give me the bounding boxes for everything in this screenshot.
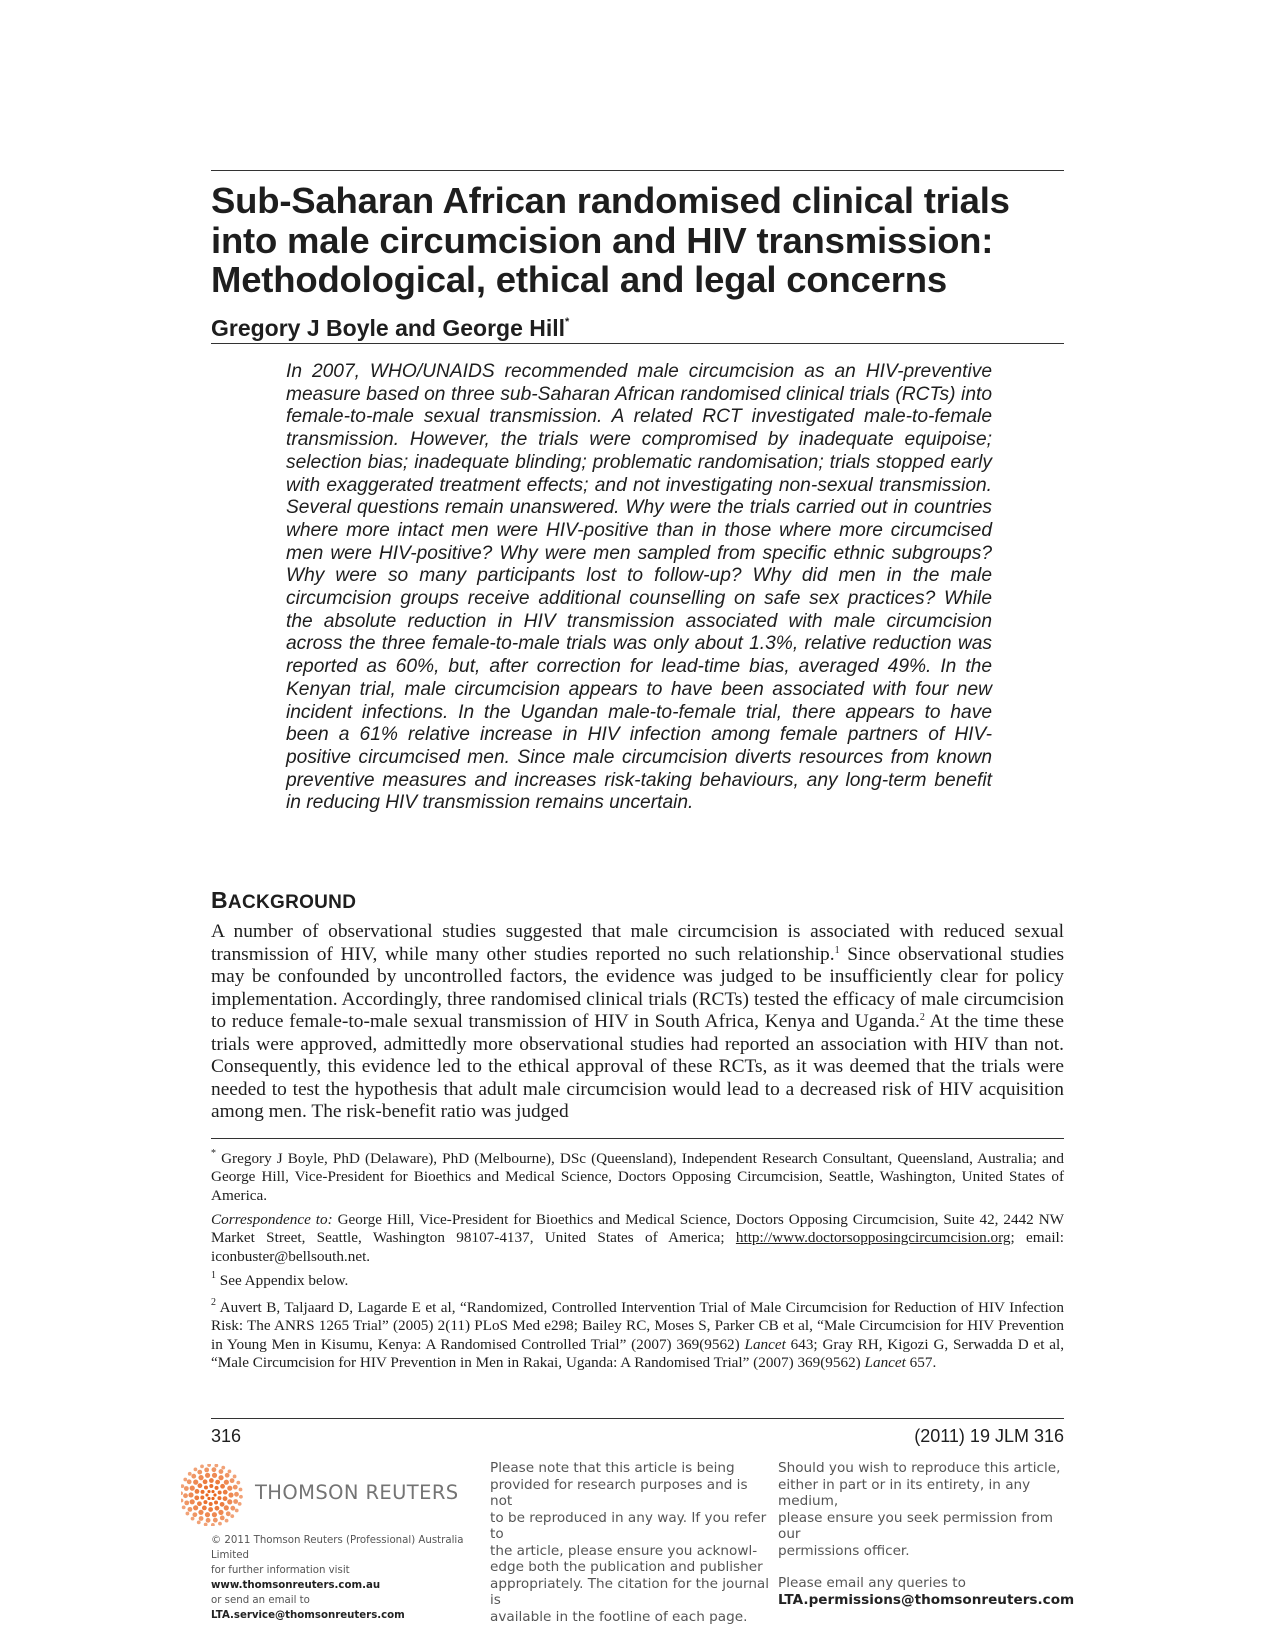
- footnote-1: [211, 1272, 1064, 1290]
- footnote-text: See Appendix below.: [216, 1272, 349, 1289]
- section-heading-background: [211, 889, 356, 914]
- footnote-text: George Hill, Vice-President for Bioethics and Medical Science, Doctors Opposing Circumcision, Suite 42, 2442 NW Market Street, Seattle, Washington 98107-4137, United States of America;: [211, 1211, 1064, 1247]
- paragraph-text: A number of observational studies suggested that male circumcision is associated with reduced sexual transmission of HIV, while many other studies reported no such relationship.: [211, 921, 1064, 965]
- page-footer-rule: [211, 1418, 1064, 1419]
- page-number: 316: [211, 1426, 242, 1446]
- copyright-line: © 2011 Thomson Reuters (Professional) Australia Limited: [211, 1535, 464, 1561]
- publisher-service-email-link[interactable]: LTA.service@thomsonreuters.com: [211, 1610, 405, 1621]
- background-paragraph: [211, 921, 1064, 1124]
- permission-line: permissions officer.: [778, 1542, 910, 1559]
- notice-line: provided for research purposes and is not: [490, 1476, 748, 1509]
- publisher-copyright: [211, 1533, 471, 1623]
- permissions-notice: [778, 1460, 1078, 1608]
- journal-name: Lancet: [864, 1353, 906, 1371]
- correspondence-label: Correspondence to:: [211, 1211, 333, 1228]
- notice-line: the article, please ensure you acknowl-: [490, 1542, 758, 1559]
- permissions-email-link[interactable]: LTA.permissions@thomsonreuters.com: [778, 1591, 1075, 1608]
- journal-citation: (2011) 19 JLM 316: [914, 1426, 1064, 1446]
- title-line: Methodological, ethical and legal concerns: [211, 259, 947, 300]
- notice-line: available in the footline of each page.: [490, 1608, 748, 1625]
- notice-line: to be reproduced in any way. If you refer to: [490, 1509, 767, 1542]
- permission-line: either in part or in its entirety, in any medium,: [778, 1476, 1031, 1509]
- footnote-text: Auvert B, Taljaard D, Lagarde E et al, “Randomized, Controlled Intervention Trial of Male Circumcision for Reduction of HIV Infection Risk: The ANRS 1265 Trial” (2005) 2(11) PLoS Med e298; Bailey RC, Moses S, Parker CB et al, “Male Circumcision for HIV Prevention in Young Men in Kisumu, Kenya: A Randomised Controlled Trial” (2007) 369(9562): [211, 1299, 1064, 1353]
- email-prefix: or send an email to: [211, 1595, 310, 1606]
- footnote-marker: *: [211, 1148, 216, 1159]
- title-top-rule: [211, 170, 1064, 171]
- queries-line: Please email any queries to: [778, 1575, 966, 1591]
- thomson-reuters-dot-globe-icon: [181, 1464, 243, 1526]
- email-line: [211, 1593, 471, 1623]
- permission-line: please ensure you seek permission from our: [778, 1509, 1054, 1542]
- heading-rest: ACKGROUND: [227, 892, 357, 913]
- info-line: [211, 1563, 471, 1593]
- author-footnote-marker: *: [565, 316, 570, 328]
- authors-line: [211, 315, 569, 342]
- footnote-author: [211, 1150, 1064, 1205]
- info-prefix: for further information visit: [211, 1565, 350, 1576]
- footnote-rule: [211, 1138, 1064, 1139]
- journal-name: Lancet: [744, 1335, 786, 1353]
- reference-marker: 1: [834, 944, 840, 956]
- article-title: [211, 181, 1064, 300]
- author-names: Gregory J Boyle and George Hill: [211, 315, 566, 341]
- correspondence-email: ; email: iconbuster@bellsouth.net.: [211, 1229, 1064, 1265]
- permission-line: Should you wish to reproduce this article,: [778, 1460, 1061, 1476]
- reference-marker: 2: [919, 1012, 925, 1023]
- title-line: Sub-Saharan African randomised clinical trials: [211, 180, 1010, 221]
- research-use-notice: [490, 1460, 770, 1625]
- footnote-text: 643; Gray RH, Kigozi G, Serwadda D et al, “Male Circumcision for HIV Prevention in Men in Rakai, Uganda: A Randomised Trial” (2007) 369(9562): [211, 1335, 1064, 1371]
- abstract: In 2007, WHO/UNAIDS recommended male circumcision as an HIV-preventive measure based on three sub-Saharan African randomised clinical trials (RCTs) into female-to-male sexual transmission. A related RCT investigated male-to-female transmission. However, the trials were compromised by inadequate equipoise; selection bias; inadequate blinding; problematic randomisation; trials stopped early with exaggerated treatment effects; and not investigating non-sexual transmission. Several questions remain unanswered. Why were the trials carried out in countries where more intact men were HIV-positive than in those where more circumcised men were HIV-positive? Why were men sampled from specific ethnic subgroups? Why were so many participants lost to follow-up? Why did men in the male circumcision groups receive additional counselling on safe sex practices? While the absolute reduction in HIV transmission associated with male circumcision across the three female-to-male trials was only about 1.3%, relative reduction was reported as 60%, but, after correction for lead-time bias, averaged 49%. In the Kenyan trial, male circumcision appears to have been associated with four new incident infections. In the Ugandan male-to-female trial, there appears to have been a 61% relative increase in HIV infection among female partners of HIV-positive circumcised men. Since male circumcision diverts resources from known preventive measures and increases risk-taking behaviours, any long-term benefit in reducing HIV transmission remains uncertain.: [286, 361, 992, 814]
- footnote-text: Gregory J Boyle, PhD (Delaware), PhD (Melbourne), DSc (Queensland), Independent Research Consultant, Queensland, Australia; and George Hill, Vice-President for Bioethics and Medical Science, Doctors Opposing Circumcision, Seattle, Washington, United States of America.: [211, 1150, 1064, 1204]
- notice-line: Please note that this article is being: [490, 1460, 735, 1476]
- title-line: into male circumcision and HIV transmission:: [211, 219, 994, 261]
- paragraph-text: Since observational studies may be confounded by uncontrolled factors, the evidence was judged to be insufficiently clear for policy implementation. Accordingly, three randomised clinical trials (RCTs) tested the efficacy of male circumcision to reduce female-to-male sexual transmission of HIV in South Africa, Kenya and Uganda.: [211, 943, 1064, 1032]
- authors-rule: [211, 343, 1064, 344]
- footnote-2: [211, 1299, 1064, 1372]
- heading-initial: B: [211, 887, 228, 913]
- notice-line: edge both the publication and publisher: [490, 1559, 763, 1575]
- publisher-logo-text: THOMSON REUTERS: [255, 1481, 459, 1504]
- publisher-website-link[interactable]: www.thomsonreuters.com.au: [211, 1580, 381, 1591]
- notice-line: appropriately. The citation for the journal is: [490, 1575, 770, 1608]
- correspondence-url-link[interactable]: http://www.doctorsopposingcircumcision.org: [735, 1229, 1011, 1247]
- footnote-text: 657.: [905, 1353, 937, 1371]
- footnote-marker: 1: [211, 1270, 216, 1281]
- footnote-correspondence: [211, 1211, 1064, 1266]
- footnote-marker: 2: [211, 1297, 216, 1308]
- paragraph-text: At the time these trials were approved, admittedly more observational studies had reported an association with HIV than not. Consequently, this evidence led to the ethical approval of these RCTs, as it was deemed that the trials were needed to test the hypothesis that adult male circumcision would lead to a decreased risk of HIV acquisition among men. The risk-benefit ratio was judged: [211, 1011, 1064, 1122]
